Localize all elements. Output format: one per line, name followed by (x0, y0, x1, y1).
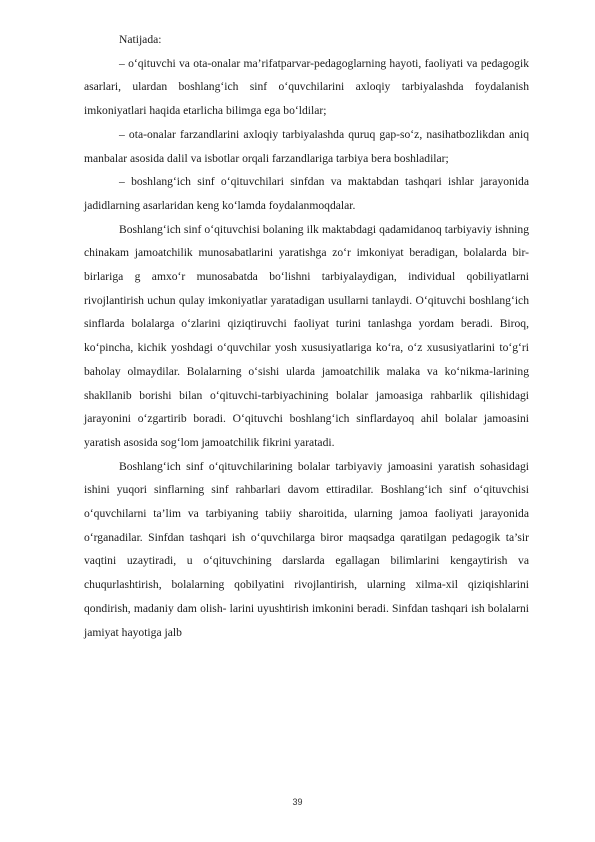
paragraph-primary-teacher: Boshlang‘ich sinf o‘qituvchisi bolaning ilk maktabdagi qadamidanoq tarbiyaviy ishning chinakam jamoatchilik munosabatlarini yaratishga zo‘r imkoniyat beradigan, bolalarda bir-birlariga g amxo‘r munosabatda bo‘lishni tarbiyalaydigan, individual qobiliyatlarni rivojlantirish uchun qulay imkoniyatlar yaratadigan usullarni tanlaydi. O‘qituvchi boshlang‘ich sinflarda bolalarga o‘zlarini qiziqtiruvchi faoliyat turini tanlashga yordam beradi. Biroq, ko‘pincha, kichik yoshdagi o‘quvchilar yosh xususiyatlariga ko‘ra, o‘z xususiyatlarini to‘g‘ri baholay olmaydilar. Bolalarning o‘sishi ularda jamoatchilik malaka va ko‘nikma-larining shakllanib borishi bilan o‘qituvchi-tarbiyachining bolalar jamoasiga rahbarlik qilishidagi jarayonini o‘zgartirib boradi. O‘qituvchi boshlang‘ich sinflardayoq ahil bolalar jamoasini yaratish asosida sog‘lom jamoatchilik fikrini yaratadi. (84, 222, 529, 449)
page-number: 39 (292, 797, 303, 807)
paragraph-result-heading: Natijada: (119, 33, 162, 46)
body-text (84, 28, 529, 644)
paragraph-bullet-1: – o‘qituvchi va ota-onalar ma’rifatparvar-pedagoglarning hayoti, faoliyati va pedagogik asarlari, ulardan boshlang‘ich sinf o‘quvchilarini axloqiy tarbiyalashda foydalanish imkoniyatlari haqida etarlicha bilimga ega bo‘ldilar; (84, 56, 529, 118)
paragraph-bullet-3: – boshlang‘ich sinf o‘qituvchilari sinfdan va maktabdan tashqari ishlar jarayonida jadidlarning asarlaridan keng ko‘lamda foydalanmoqdalar. (84, 175, 529, 212)
paragraph-bullet-2: – ota-onalar farzandlarini axloqiy tarbiyalashda quruq gap-so‘z, nasihatbozlikdan aniq manbalar asosida dalil va isbotlar orqali farzandlariga tarbiya bera boshladilar; (84, 127, 529, 165)
paragraph-extracurricular: Boshlang‘ich sinf o‘qituvchilarining bolalar tarbiyaviy jamoasini yaratish sohasidagi ishini yuqori sinflarning sinf rahbarlari davom ettiradilar. Boshlang‘ich sinf o‘qituvchisi o‘quvchilarni ta’lim va tarbiyaning tabiiy sharoitida, ularning jamoa faoliyati jarayonida o‘rganadilar. Sinfdan tashqari ish o‘quvchilarga biror maqsadga qaratilgan pedagogik ta’sir vaqtini uzaytiradi, u o‘qituvchining darslarda egallagan bilimlarini kengaytirish va chuqurlashtirish, bolalarning qobilyatini rivojlantirish, ularning xilma-xil qiziqishlarini qondirish, madaniy dam olish- larini uyushtirish imkonini beradi. Sinfdan tashqari ish bolalarni jamiyat hayotiga jalb (84, 459, 529, 639)
